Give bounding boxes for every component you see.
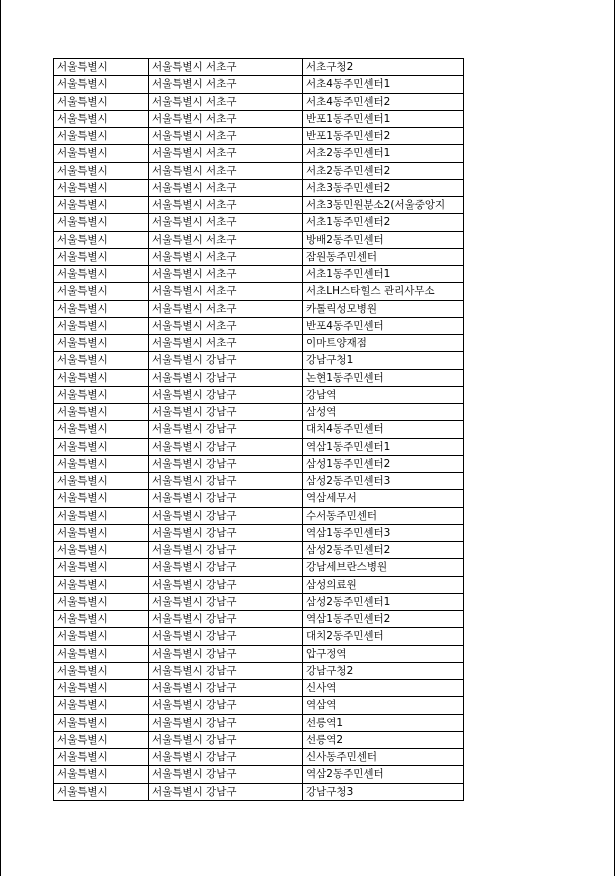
district-cell: 서울특별시 서초구	[149, 179, 303, 196]
table-row	[54, 490, 464, 507]
city-cell: 서울특별시	[54, 162, 149, 179]
table-row	[54, 93, 464, 110]
table-row	[54, 59, 464, 76]
place-cell: 삼성1동주민센터2	[303, 455, 464, 472]
place-cell: 대치4동주민센터	[303, 421, 464, 438]
table-row	[54, 179, 464, 196]
city-cell: 서울특별시	[54, 317, 149, 334]
place-cell: 삼성역	[303, 404, 464, 421]
city-cell: 서울특별시	[54, 645, 149, 662]
place-cell: 카톨릭성모병원	[303, 300, 464, 317]
table-row	[54, 628, 464, 645]
district-cell: 서울특별시 서초구	[149, 283, 303, 300]
place-cell: 서초LH스타힐스 관리사무소	[303, 283, 464, 300]
district-cell: 서울특별시 서초구	[149, 266, 303, 283]
city-cell: 서울특별시	[54, 559, 149, 576]
city-cell: 서울특별시	[54, 731, 149, 748]
table-row	[54, 248, 464, 265]
place-cell: 서초1동주민센터1	[303, 266, 464, 283]
city-cell: 서울특별시	[54, 749, 149, 766]
table-row	[54, 266, 464, 283]
table-row	[54, 783, 464, 800]
place-cell: 삼성2동주민센터3	[303, 473, 464, 490]
place-cell: 삼성2동주민센터2	[303, 542, 464, 559]
place-cell: 역삼세무서	[303, 490, 464, 507]
place-cell: 서초2동주민센터1	[303, 145, 464, 162]
table-row	[54, 749, 464, 766]
city-cell: 서울특별시	[54, 231, 149, 248]
table-row	[54, 559, 464, 576]
table-row	[54, 576, 464, 593]
table-row	[54, 611, 464, 628]
district-cell: 서울특별시 강남구	[149, 611, 303, 628]
city-cell: 서울특별시	[54, 473, 149, 490]
table-row	[54, 162, 464, 179]
place-cell: 선릉역2	[303, 731, 464, 748]
table-row	[54, 386, 464, 403]
district-cell: 서울특별시 서초구	[149, 162, 303, 179]
city-cell: 서울특별시	[54, 455, 149, 472]
district-cell: 서울특별시 서초구	[149, 214, 303, 231]
place-cell: 강남구청2	[303, 662, 464, 679]
place-cell: 서초구청2	[303, 59, 464, 76]
table-row	[54, 317, 464, 334]
district-cell: 서울특별시 강남구	[149, 438, 303, 455]
place-cell: 선릉역1	[303, 714, 464, 731]
city-cell: 서울특별시	[54, 110, 149, 127]
city-cell: 서울특별시	[54, 214, 149, 231]
table-row	[54, 283, 464, 300]
city-cell: 서울특별시	[54, 507, 149, 524]
place-cell: 강남구청3	[303, 783, 464, 800]
table-row	[54, 680, 464, 697]
table-row	[54, 335, 464, 352]
table-body	[54, 59, 464, 801]
place-cell: 신사동주민센터	[303, 749, 464, 766]
place-cell: 서초4동주민센터2	[303, 93, 464, 110]
place-cell: 잠원동주민센터	[303, 248, 464, 265]
table-row	[54, 697, 464, 714]
place-cell: 역삼역	[303, 697, 464, 714]
district-cell: 서울특별시 강남구	[149, 455, 303, 472]
district-cell: 서울특별시 강남구	[149, 662, 303, 679]
district-cell: 서울특별시 강남구	[149, 576, 303, 593]
city-cell: 서울특별시	[54, 352, 149, 369]
place-cell: 강남역	[303, 386, 464, 403]
city-cell: 서울특별시	[54, 266, 149, 283]
city-cell: 서울특별시	[54, 335, 149, 352]
place-cell: 강남구청1	[303, 352, 464, 369]
district-cell: 서울특별시 서초구	[149, 110, 303, 127]
table-row	[54, 593, 464, 610]
city-cell: 서울특별시	[54, 628, 149, 645]
table-row	[54, 421, 464, 438]
table-row	[54, 662, 464, 679]
place-cell: 압구정역	[303, 645, 464, 662]
table-row	[54, 145, 464, 162]
place-cell: 반포1동주민센터2	[303, 128, 464, 145]
city-cell: 서울특별시	[54, 766, 149, 783]
city-cell: 서울특별시	[54, 576, 149, 593]
table-row	[54, 473, 464, 490]
district-cell: 서울특별시 서초구	[149, 231, 303, 248]
district-cell: 서울특별시 강남구	[149, 680, 303, 697]
city-cell: 서울특별시	[54, 179, 149, 196]
district-cell: 서울특별시 강남구	[149, 783, 303, 800]
city-cell: 서울특별시	[54, 490, 149, 507]
location-table	[53, 58, 464, 801]
place-cell: 강남세브란스병원	[303, 559, 464, 576]
table-row	[54, 714, 464, 731]
place-cell: 방배2동주민센터	[303, 231, 464, 248]
place-cell: 서초4동주민센터1	[303, 76, 464, 93]
table-row	[54, 110, 464, 127]
district-cell: 서울특별시 강남구	[149, 404, 303, 421]
district-cell: 서울특별시 강남구	[149, 714, 303, 731]
place-cell: 역삼2동주민센터	[303, 766, 464, 783]
city-cell: 서울특별시	[54, 386, 149, 403]
city-cell: 서울특별시	[54, 248, 149, 265]
place-cell: 논현1동주민센터	[303, 369, 464, 386]
district-cell: 서울특별시 강남구	[149, 731, 303, 748]
place-cell: 이마트양재점	[303, 335, 464, 352]
district-cell: 서울특별시 강남구	[149, 749, 303, 766]
district-cell: 서울특별시 서초구	[149, 59, 303, 76]
city-cell: 서울특별시	[54, 680, 149, 697]
city-cell: 서울특별시	[54, 76, 149, 93]
place-cell: 서초3동민원분소2(서울중앙지	[303, 197, 464, 214]
city-cell: 서울특별시	[54, 662, 149, 679]
table-row	[54, 352, 464, 369]
district-cell: 서울특별시 강남구	[149, 421, 303, 438]
city-cell: 서울특별시	[54, 714, 149, 731]
district-cell: 서울특별시 강남구	[149, 386, 303, 403]
district-cell: 서울특별시 서초구	[149, 335, 303, 352]
district-cell: 서울특별시 서초구	[149, 300, 303, 317]
place-cell: 대치2동주민센터	[303, 628, 464, 645]
district-cell: 서울특별시 서초구	[149, 145, 303, 162]
table-row	[54, 76, 464, 93]
place-cell: 신사역	[303, 680, 464, 697]
place-cell: 수서동주민센터	[303, 507, 464, 524]
district-cell: 서울특별시 강남구	[149, 542, 303, 559]
table-row	[54, 507, 464, 524]
table-row	[54, 369, 464, 386]
table-row	[54, 300, 464, 317]
district-cell: 서울특별시 강남구	[149, 697, 303, 714]
city-cell: 서울특별시	[54, 369, 149, 386]
place-cell: 역삼1동주민센터1	[303, 438, 464, 455]
district-cell: 서울특별시 서초구	[149, 317, 303, 334]
district-cell: 서울특별시 강남구	[149, 559, 303, 576]
district-cell: 서울특별시 서초구	[149, 76, 303, 93]
district-cell: 서울특별시 강남구	[149, 490, 303, 507]
table-row	[54, 404, 464, 421]
place-cell: 서초2동주민센터2	[303, 162, 464, 179]
place-cell: 반포4동주민센터	[303, 317, 464, 334]
city-cell: 서울특별시	[54, 197, 149, 214]
city-cell: 서울특별시	[54, 93, 149, 110]
table-row	[54, 128, 464, 145]
city-cell: 서울특별시	[54, 697, 149, 714]
table-row	[54, 542, 464, 559]
table-row	[54, 645, 464, 662]
city-cell: 서울특별시	[54, 438, 149, 455]
district-cell: 서울특별시 서초구	[149, 128, 303, 145]
district-cell: 서울특별시 강남구	[149, 766, 303, 783]
city-cell: 서울특별시	[54, 59, 149, 76]
city-cell: 서울특별시	[54, 593, 149, 610]
city-cell: 서울특별시	[54, 128, 149, 145]
table-row	[54, 197, 464, 214]
district-cell: 서울특별시 강남구	[149, 352, 303, 369]
district-cell: 서울특별시 서초구	[149, 93, 303, 110]
district-cell: 서울특별시 서초구	[149, 197, 303, 214]
place-cell: 삼성2동주민센터1	[303, 593, 464, 610]
city-cell: 서울특별시	[54, 404, 149, 421]
city-cell: 서울특별시	[54, 421, 149, 438]
city-cell: 서울특별시	[54, 145, 149, 162]
table-row	[54, 524, 464, 541]
district-cell: 서울특별시 강남구	[149, 473, 303, 490]
district-cell: 서울특별시 강남구	[149, 593, 303, 610]
table-row	[54, 438, 464, 455]
city-cell: 서울특별시	[54, 524, 149, 541]
district-cell: 서울특별시 강남구	[149, 507, 303, 524]
table-row	[54, 731, 464, 748]
place-cell: 서초3동주민센터2	[303, 179, 464, 196]
city-cell: 서울특별시	[54, 283, 149, 300]
district-cell: 서울특별시 강남구	[149, 524, 303, 541]
district-cell: 서울특별시 강남구	[149, 645, 303, 662]
district-cell: 서울특별시 서초구	[149, 248, 303, 265]
district-cell: 서울특별시 강남구	[149, 369, 303, 386]
city-cell: 서울특별시	[54, 300, 149, 317]
table-row	[54, 231, 464, 248]
place-cell: 반포1동주민센터1	[303, 110, 464, 127]
table-row	[54, 455, 464, 472]
place-cell: 삼성의료원	[303, 576, 464, 593]
place-cell: 역삼1동주민센터2	[303, 611, 464, 628]
page-edge-left	[0, 0, 1, 876]
table-row	[54, 214, 464, 231]
city-cell: 서울특별시	[54, 783, 149, 800]
city-cell: 서울특별시	[54, 611, 149, 628]
place-cell: 서초1동주민센터2	[303, 214, 464, 231]
place-cell: 역삼1동주민센터3	[303, 524, 464, 541]
table-row	[54, 766, 464, 783]
city-cell: 서울특별시	[54, 542, 149, 559]
district-cell: 서울특별시 강남구	[149, 628, 303, 645]
